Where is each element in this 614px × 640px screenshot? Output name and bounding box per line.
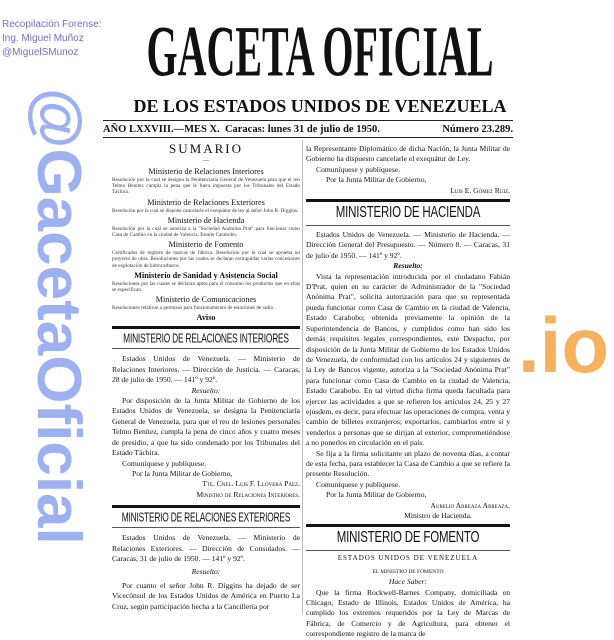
- watermark-credit: [2, 18, 102, 60]
- signer-title: Ministro de Relaciones Interiores.: [196, 489, 300, 499]
- section-body-continued: la Representante Diplomático de dicha Nación, la Junta Militar de Gobierno ha dispuesto cancelarle el exequátur de Ley.: [306, 144, 510, 164]
- divider: [103, 120, 513, 121]
- sumario-section: Ministerio de Sanidad y Asistencia Social Resoluciones por las cuales se declaran aptos para el consumo los productos que en ellas se especifican.: [112, 270, 300, 294]
- comuniquese: Comuníquese y publíquese.: [316, 479, 401, 489]
- sumario-section: Ministerio de Hacienda Resolución por la cual se autoriza a la "Sociedad Anónima Prat" para funcionar como Casa de Cambio en la ciudad de Valencia, Estado Carabobo.: [112, 215, 300, 239]
- signer-title: Ministro de Hacienda.: [404, 511, 472, 520]
- sumario-section: Ministerio de Fomento Certificados de registro de marcas de fábrica. Resolución por la cual se aprueba un proyecto de obra. Resoluciones por las cuales se declaran extinguidas varias concesiones de explotación de hidrocarburos.: [112, 240, 300, 269]
- section-heading: MINISTERIO DE FOMENTO: [336, 530, 480, 547]
- section-body: Por cuanto el señor John R. Diggins ha dejado de ser Vicecónsul de los Estados Unidos de América en Puerto La Cruz, según participación hecha a la Cancillería por: [112, 580, 300, 611]
- section-body: Por disposición de la Junta Militar de Gobierno de los Estados Unidos de Venezuela, se designa la Penitenciaría General de Venezuela, para que el reo de lesiones personales Telmo Benítez, cumpla la pena de cinco años y cuatro meses de presidio, a que ha sido condenado por los Tribunales del Estado Táchira.: [112, 396, 300, 458]
- resuelto: Resuelto:: [393, 261, 423, 271]
- hace-saber: Hace Saber:: [388, 577, 428, 587]
- credit-line: Recopilación Forense:: [2, 19, 102, 30]
- credit-line: @MiguelSMunoz: [2, 47, 79, 58]
- section-heading: MINISTERIO DE RELACIONES EXTERIORES: [121, 509, 291, 525]
- masthead-subtitle: DE LOS ESTADOS UNIDOS DE VENEZUELA: [133, 96, 507, 116]
- sumario-section: Ministerio de Comunicaciones Resoluciones relativas a permisos para funcionamiento de estaciones de radio.: [112, 295, 275, 312]
- por-junta: Por la Junta Militar de Gobierno,: [326, 175, 427, 185]
- por-junta: Por la Junta Militar de Gobierno,: [326, 490, 427, 500]
- credit-line: Ing. Miguel Muñoz: [2, 33, 84, 44]
- watermark-tld: .io: [518, 301, 609, 389]
- section-body: Vista la representación introducida por el ciudadano Fabián D'Prat, quien en su carácter de Administrador de la "Sociedad Anónima Prat", solicita autorización para que su representada pueda funcionar como Casa de Cambio en la ciudad de Valencia, Estado Carabobo; obtenida previamente la opinión de la Superintendencia de Bancos, y cumplidos como han sido los demás requisitos legales correspondientes, este Despacho, por disposición de la Junta Militar de Gobierno de los Estados Unidos de Venezuela, de conformidad con los artículos 24 y siguientes de la Ley de Bancos vigente, autoriza a la "Sociedad Anónima Prat" para funcionar como Casa de Cambio en la ciudad de Valencia, Estado Carabobo. En tal virtud dicha firma queda facultada para ejercer las actividades a que se refieren los artículos 24, 25 y 27 ejusdem, es decir, para efectuar las operaciones de compra, venta y cambio de billetes extranjeros; exportarlos, cambiarlos entre sí y venderlos a personas que se dirijan al exterior, comprometiéndose a no ponerlos en circulación en el país.: [306, 271, 510, 448]
- fomento-minister: EL MINISTRO DE FOMENTO: [372, 568, 444, 575]
- sumario-aviso: Aviso: [196, 313, 216, 323]
- section-intro: Estados Unidos de Venezuela. — Ministerio de Hacienda. — Dirección General del Presupuesto. — Número 8. — Caracas, 31 de julio de 1950. — 141º y 92º.: [306, 230, 510, 260]
- fomento-subheading: ESTADOS UNIDOS DE VENEZUELA: [337, 554, 479, 563]
- signer: Luis E. Gómez Ruiz.: [450, 185, 510, 195]
- comuniquese: Comuníquese y publíquese.: [122, 458, 207, 468]
- section-heading: MINISTERIO DE RELACIONES INTERIORES: [123, 330, 289, 346]
- resuelto: Resuelto:: [191, 385, 221, 395]
- issue-number: Número 23.289.: [442, 124, 513, 135]
- sumario-section: Ministerio de Relaciones Interiores Resolución por la cual se designa la Penitenciaría General de Venezuela para que el reo Telmo Benítez cumpla la pena que le fuera impuesta por los Tribunales del Estado Táchira.: [112, 167, 300, 196]
- issue-year: AÑO LXXVIII.—MES X. Caracas: lunes 31 de julio de 1950.: [103, 124, 380, 135]
- left-column: [112, 141, 300, 612]
- sumario-title: SUMARIO: [169, 141, 243, 156]
- column-divider: [302, 140, 303, 614]
- ornament: —: [203, 158, 209, 164]
- section-intro: Estados Unidos de Venezuela. — Ministerio de Relaciones Exteriores. — Dirección de Consulados. — Caracas, 31 de julio de 1950. — 141º y 92º.: [112, 533, 300, 563]
- sumario-list: [112, 167, 300, 323]
- masthead-title: GACETA OFICIAL: [146, 10, 494, 92]
- comuniquese: Comuníquese y publíquese.: [316, 164, 401, 174]
- signer: Aurelio Arreaza Arreaza.: [430, 500, 510, 510]
- resuelto: Resuelto:: [191, 567, 221, 577]
- section-intro: Estados Unidos de Venezuela. — Ministerio de Relaciones Interiores. — Dirección de Justicia. — Caracas, 28 de julio de 1950. — 141º y 92º.: [112, 354, 300, 385]
- sumario-section: Ministerio de Relaciones Exteriores Resolución por la cual se dispone cancelarle el exequátur de ley al señor John R. Diggins.: [112, 197, 299, 214]
- signer: Tte. Cnel. Luis F. Llovera Páez.: [202, 479, 300, 489]
- section-heading: MINISTERIO DE HACIENDA: [335, 204, 481, 222]
- section-body: Se fija a la firma solicitante un plazo de noventa días, a contar de esta fecha, para establecer la Casa de Cambio a que se refiere la presente Resolución.: [306, 448, 510, 479]
- por-junta: Por la Junta Militar de Gobierno,: [132, 468, 233, 478]
- dateline: [103, 123, 513, 136]
- right-column: [306, 144, 510, 640]
- section-body: Que la firma Rockwell-Barnes Company, domiciliada en Chicago, Estado de Illinois, Estados Unidos de América, ha cumplido los extremos requeridos por la Ley de Marcas de Fábrica, de Comercio y de Agricultura, para obtener el correspondiente registro de la marca de: [306, 587, 510, 639]
- divider: [103, 137, 513, 138]
- watermark-main: @GacetaOficial: [24, 88, 93, 545]
